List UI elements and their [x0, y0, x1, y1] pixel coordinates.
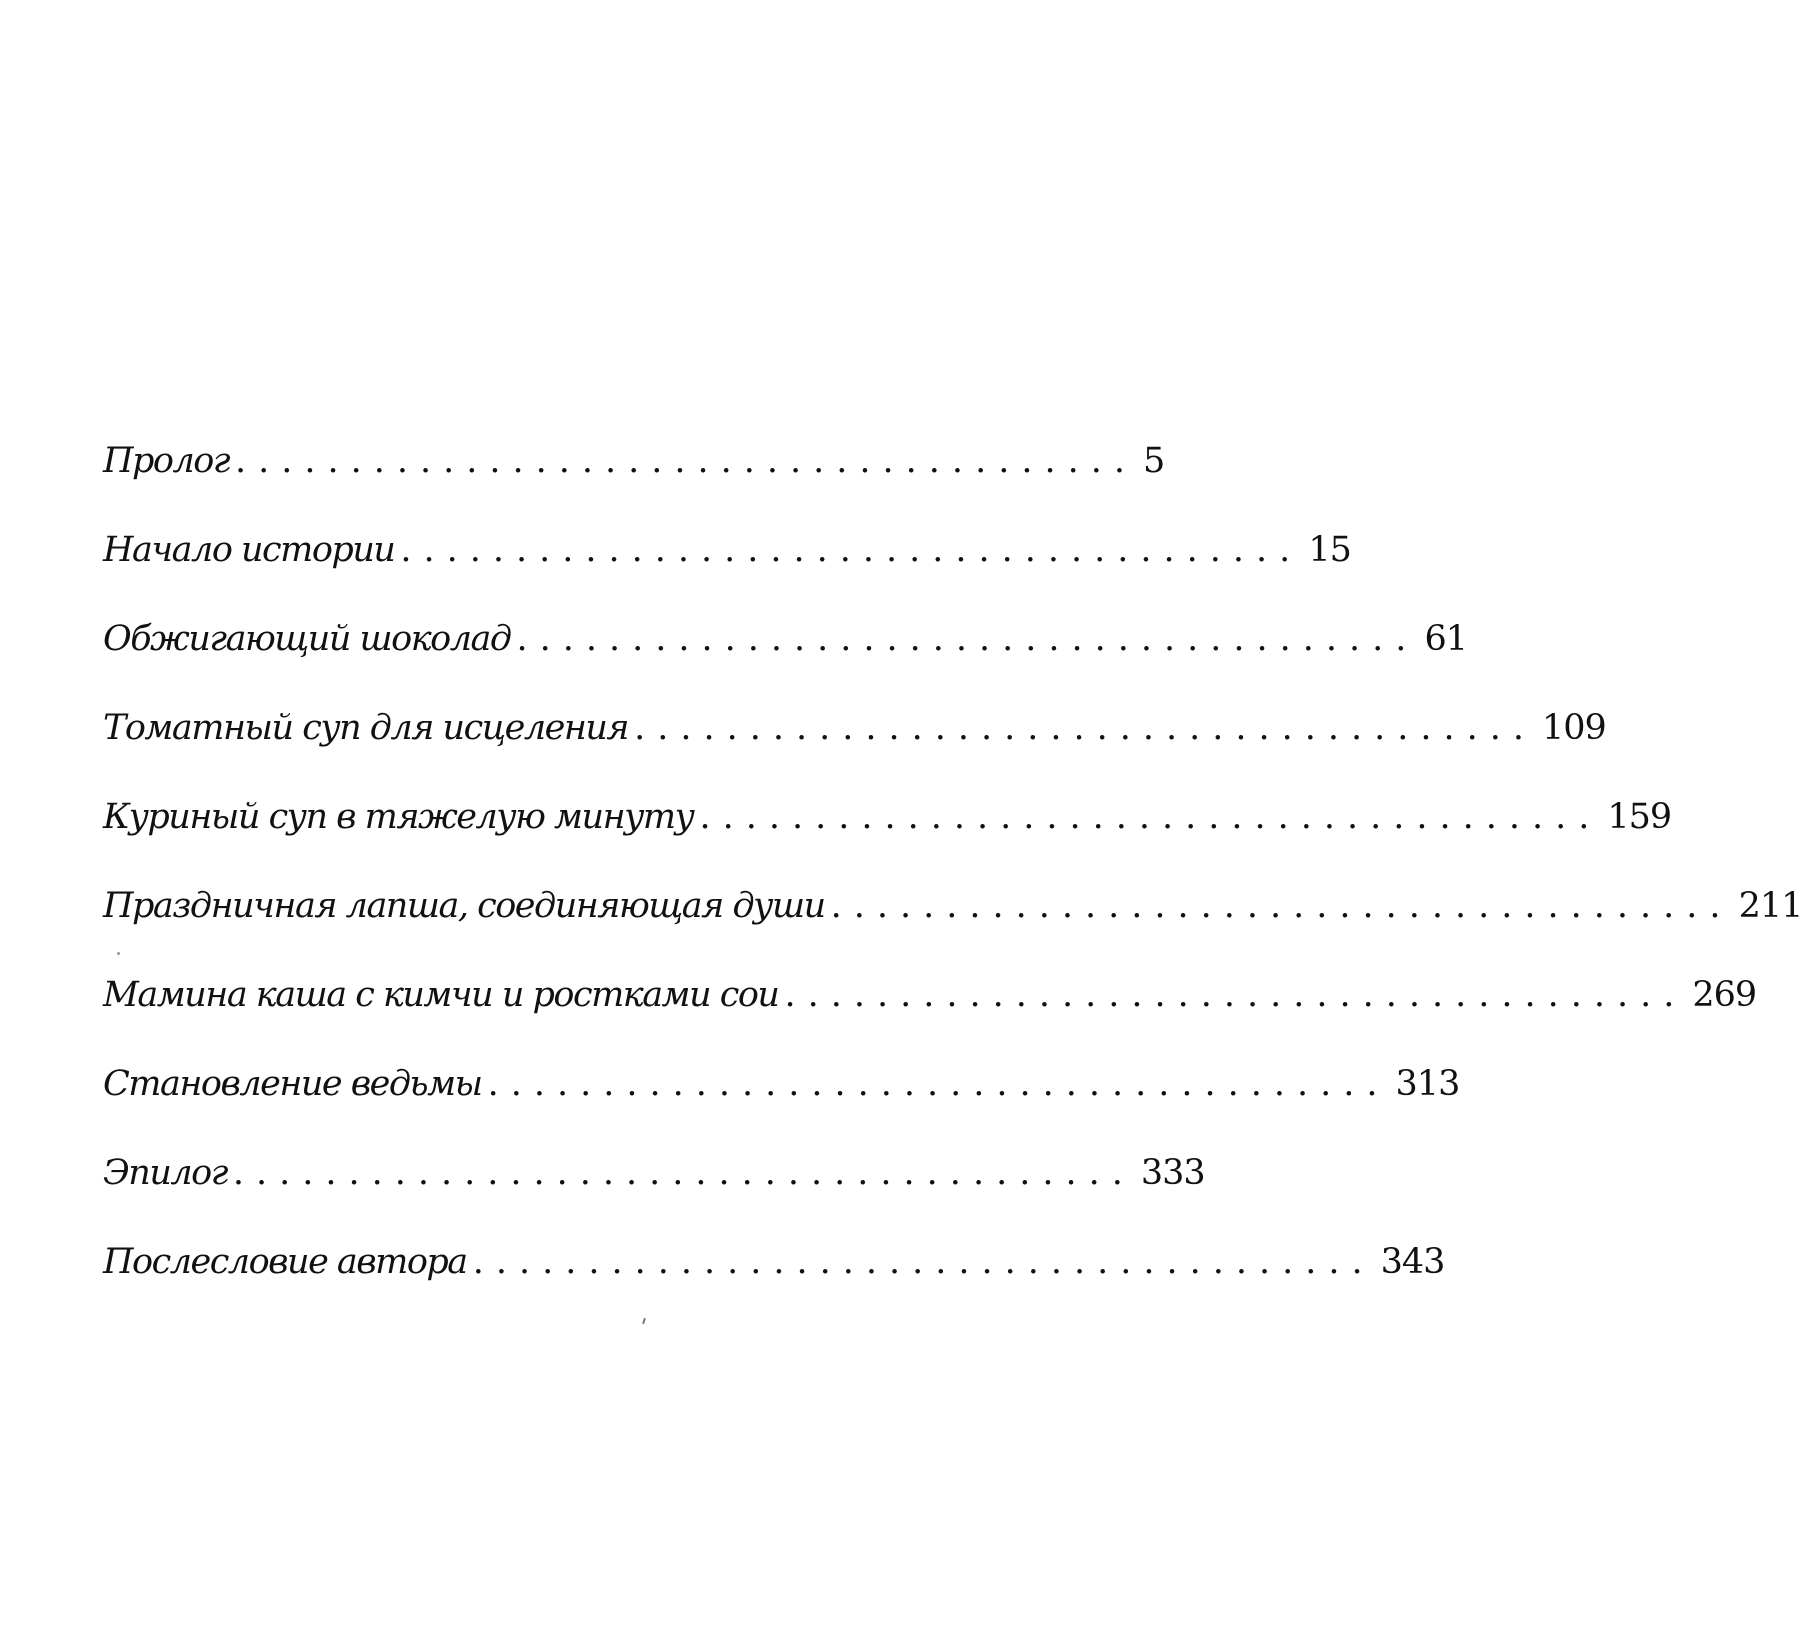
toc-entry-page: 333: [1140, 1153, 1205, 1193]
toc-entry: [103, 530, 1351, 619]
dot-leader: .......................................: [516, 619, 1419, 659]
toc-entry-title: Начало истории: [103, 530, 395, 570]
toc-entry: [103, 1064, 1460, 1153]
dot-leader: .......................................: [487, 1064, 1390, 1104]
toc-entry-title: Эпилог: [103, 1153, 227, 1193]
toc-entry: [103, 708, 1606, 797]
dot-leader: .......................................: [400, 530, 1303, 570]
dot-leader: .......................................: [634, 708, 1537, 748]
toc-entry: [103, 886, 1802, 975]
toc-entry-title: Праздничная лапша, соединяющая души: [103, 886, 825, 926]
dot-leader: .......................................: [830, 886, 1733, 926]
toc-entry-page: 159: [1607, 797, 1672, 837]
toc-entry: [103, 975, 1757, 1064]
dot-leader: .......................................: [472, 1242, 1375, 1282]
toc-entry: [103, 1153, 1205, 1242]
toc-entry-title: Становление ведьмы: [103, 1064, 482, 1104]
dot-leader: .......................................: [784, 975, 1687, 1015]
toc-entry: [103, 797, 1672, 886]
toc-entry-page: 15: [1308, 530, 1351, 570]
toc-entry: [103, 1242, 1445, 1331]
dot-leader: .......................................: [699, 797, 1602, 837]
toc-entry-title: Послесловие автора: [103, 1242, 467, 1282]
toc-entry-title: Мамина каша с кимчи и ростками сои: [103, 975, 779, 1015]
toc-entry-page: 269: [1692, 975, 1757, 1015]
toc-entry-page: 5: [1142, 441, 1165, 481]
toc-entry-title: Пролог: [103, 441, 230, 481]
toc-entry-page: 211: [1738, 886, 1802, 926]
dot-leader: .......................................: [232, 1153, 1135, 1193]
toc-entry-title: Томатный суп для исцеления: [103, 708, 629, 748]
toc-entry-title: Обжигающий шоколад: [103, 619, 511, 659]
table-of-contents: [103, 441, 1802, 1331]
toc-entry-title: Куриный суп в тяжелую минуту: [103, 797, 694, 837]
toc-entry: [103, 441, 1165, 530]
toc-entry-page: 313: [1395, 1064, 1460, 1104]
toc-entry: [103, 619, 1467, 708]
toc-entry-page: 343: [1380, 1242, 1445, 1282]
toc-entry-page: 61: [1424, 619, 1467, 659]
toc-entry-page: 109: [1542, 708, 1606, 748]
dot-leader: .......................................: [235, 441, 1137, 481]
scan-speck: [117, 952, 120, 955]
